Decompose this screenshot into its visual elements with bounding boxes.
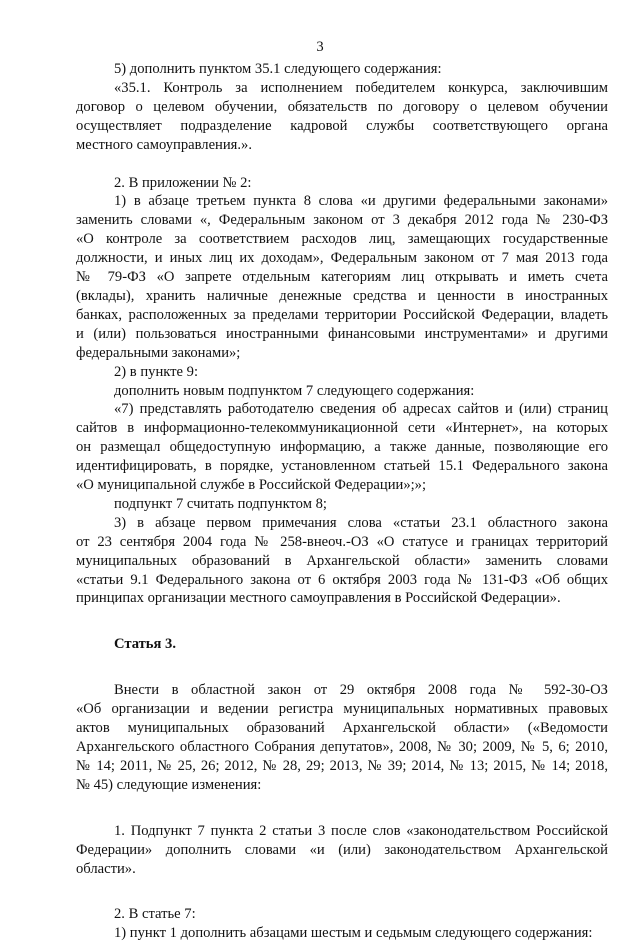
text-line: «О контроле за соответствием расходов лиц, замещающих государственные [76, 231, 608, 248]
text-line: принципах организации местного самоуправления в Российской Федерации». [76, 590, 561, 607]
article-heading: Статья 3. [114, 636, 176, 653]
text-line: «статьи 9.1 Федерального закона от 6 октября 2003 года № 131-ФЗ «Об общих [76, 571, 608, 588]
paragraph-gap [76, 878, 608, 905]
text-line: № 45) следующие изменения: [76, 776, 262, 793]
text-line: Внести в областной закон от 29 октября 2008 года № 592-30-ОЗ [114, 682, 608, 699]
text-line: осуществляет подразделение кадровой службы соответствующего органа [76, 117, 608, 134]
text-line: местного самоуправления.». [76, 136, 252, 153]
text-line: заменить словами «, Федеральным законом от 3 декабря 2012 года № 230-ФЗ [76, 212, 608, 229]
paragraph-gap [76, 608, 608, 635]
paragraph-gap [76, 795, 608, 822]
text-line: идентифицировать, в порядке, установленном статьей 15.1 Федерального закона [76, 458, 608, 475]
text-line: договор о целевом обучении, обязательств по договору о целевом обучении [76, 98, 608, 115]
text-line: 3) в абзаце первом примечания слова «статьи 23.1 областного закона [114, 514, 608, 531]
text-line: 2. В приложении № 2: [114, 174, 252, 191]
text-line: банках, расположенных за пределами территории Российской Федерации, владеть [76, 306, 608, 323]
text-line: сайтов в информационно-телекоммуникационной сети «Интернет», на которых [76, 420, 608, 437]
text-line: «35.1. Контроль за исполнением победителем конкурса, заключившим [114, 79, 608, 96]
text-line: подпункт 7 считать подпунктом 8; [114, 495, 327, 512]
text-line: и (или) пользоваться иностранными финансовыми инструментами» и другими [76, 325, 608, 342]
text-line: «Об организации и ведении регистра муниципальных нормативных правовых [76, 701, 608, 718]
text-line: Архангельского областного Собрания депутатов», 2008, № 30; 2009, № 5, 6; 2010, [76, 739, 608, 755]
paragraph-gap [76, 654, 608, 681]
text-line: Федерации» дополнить словами «и (или) законодательством Архангельской [76, 841, 608, 858]
page-number: 3 [316, 39, 324, 55]
text-line: 1. Подпункт 7 пункта 2 статьи 3 после слов «законодательством Российской [114, 822, 608, 839]
text-line: должности, и иных лиц их доходам», Федеральным законом от 7 мая 2013 года [76, 250, 608, 267]
text-line: № 14; 2011, № 25, 26; 2012, № 28, 29; 2013, № 39; 2014, № 13; 2015, № 14; 2018, [76, 757, 608, 774]
text-line: дополнить новым подпунктом 7 следующего содержания: [114, 382, 475, 399]
text-line: 2. В статье 7: [114, 906, 196, 923]
text-line: 2) в пункте 9: [114, 363, 199, 380]
text-line: 1) в абзаце третьем пункта 8 слова «и другими федеральными законами» [114, 193, 608, 210]
paragraph-gap [76, 155, 608, 174]
text-line: муниципальных образований в Архангельской области» заменить словами [76, 552, 608, 569]
text-line: области». [76, 860, 136, 877]
text-line: № 79-ФЗ «О запрете отдельным категориям лиц открывать и иметь счета [76, 269, 608, 286]
text-line: «О муниципальной службе в Российской Федерации»;»; [76, 477, 427, 494]
text-line: 1) пункт 1 дополнить абзацами шестым и седьмым следующего содержания: [114, 925, 593, 942]
text-line: (вклады), хранить наличные денежные средства и ценности в иностранных [76, 287, 608, 304]
text-line: федеральными законами»; [76, 344, 241, 361]
text-line: он размещал общедоступную информацию, а также данные, позволяющие его [76, 439, 608, 456]
text-line: «7) представлять работодателю сведения об адресах сайтов и (или) страниц [114, 401, 608, 418]
document-body [76, 60, 608, 943]
text-line: 5) дополнить пунктом 35.1 следующего содержания: [114, 61, 442, 77]
text-line: актов муниципальных образований Архангельской области» («Ведомости [76, 720, 608, 737]
text-line: от 23 сентября 2004 года № 258-внеоч.-ОЗ «О статусе и границах территорий [76, 533, 608, 550]
